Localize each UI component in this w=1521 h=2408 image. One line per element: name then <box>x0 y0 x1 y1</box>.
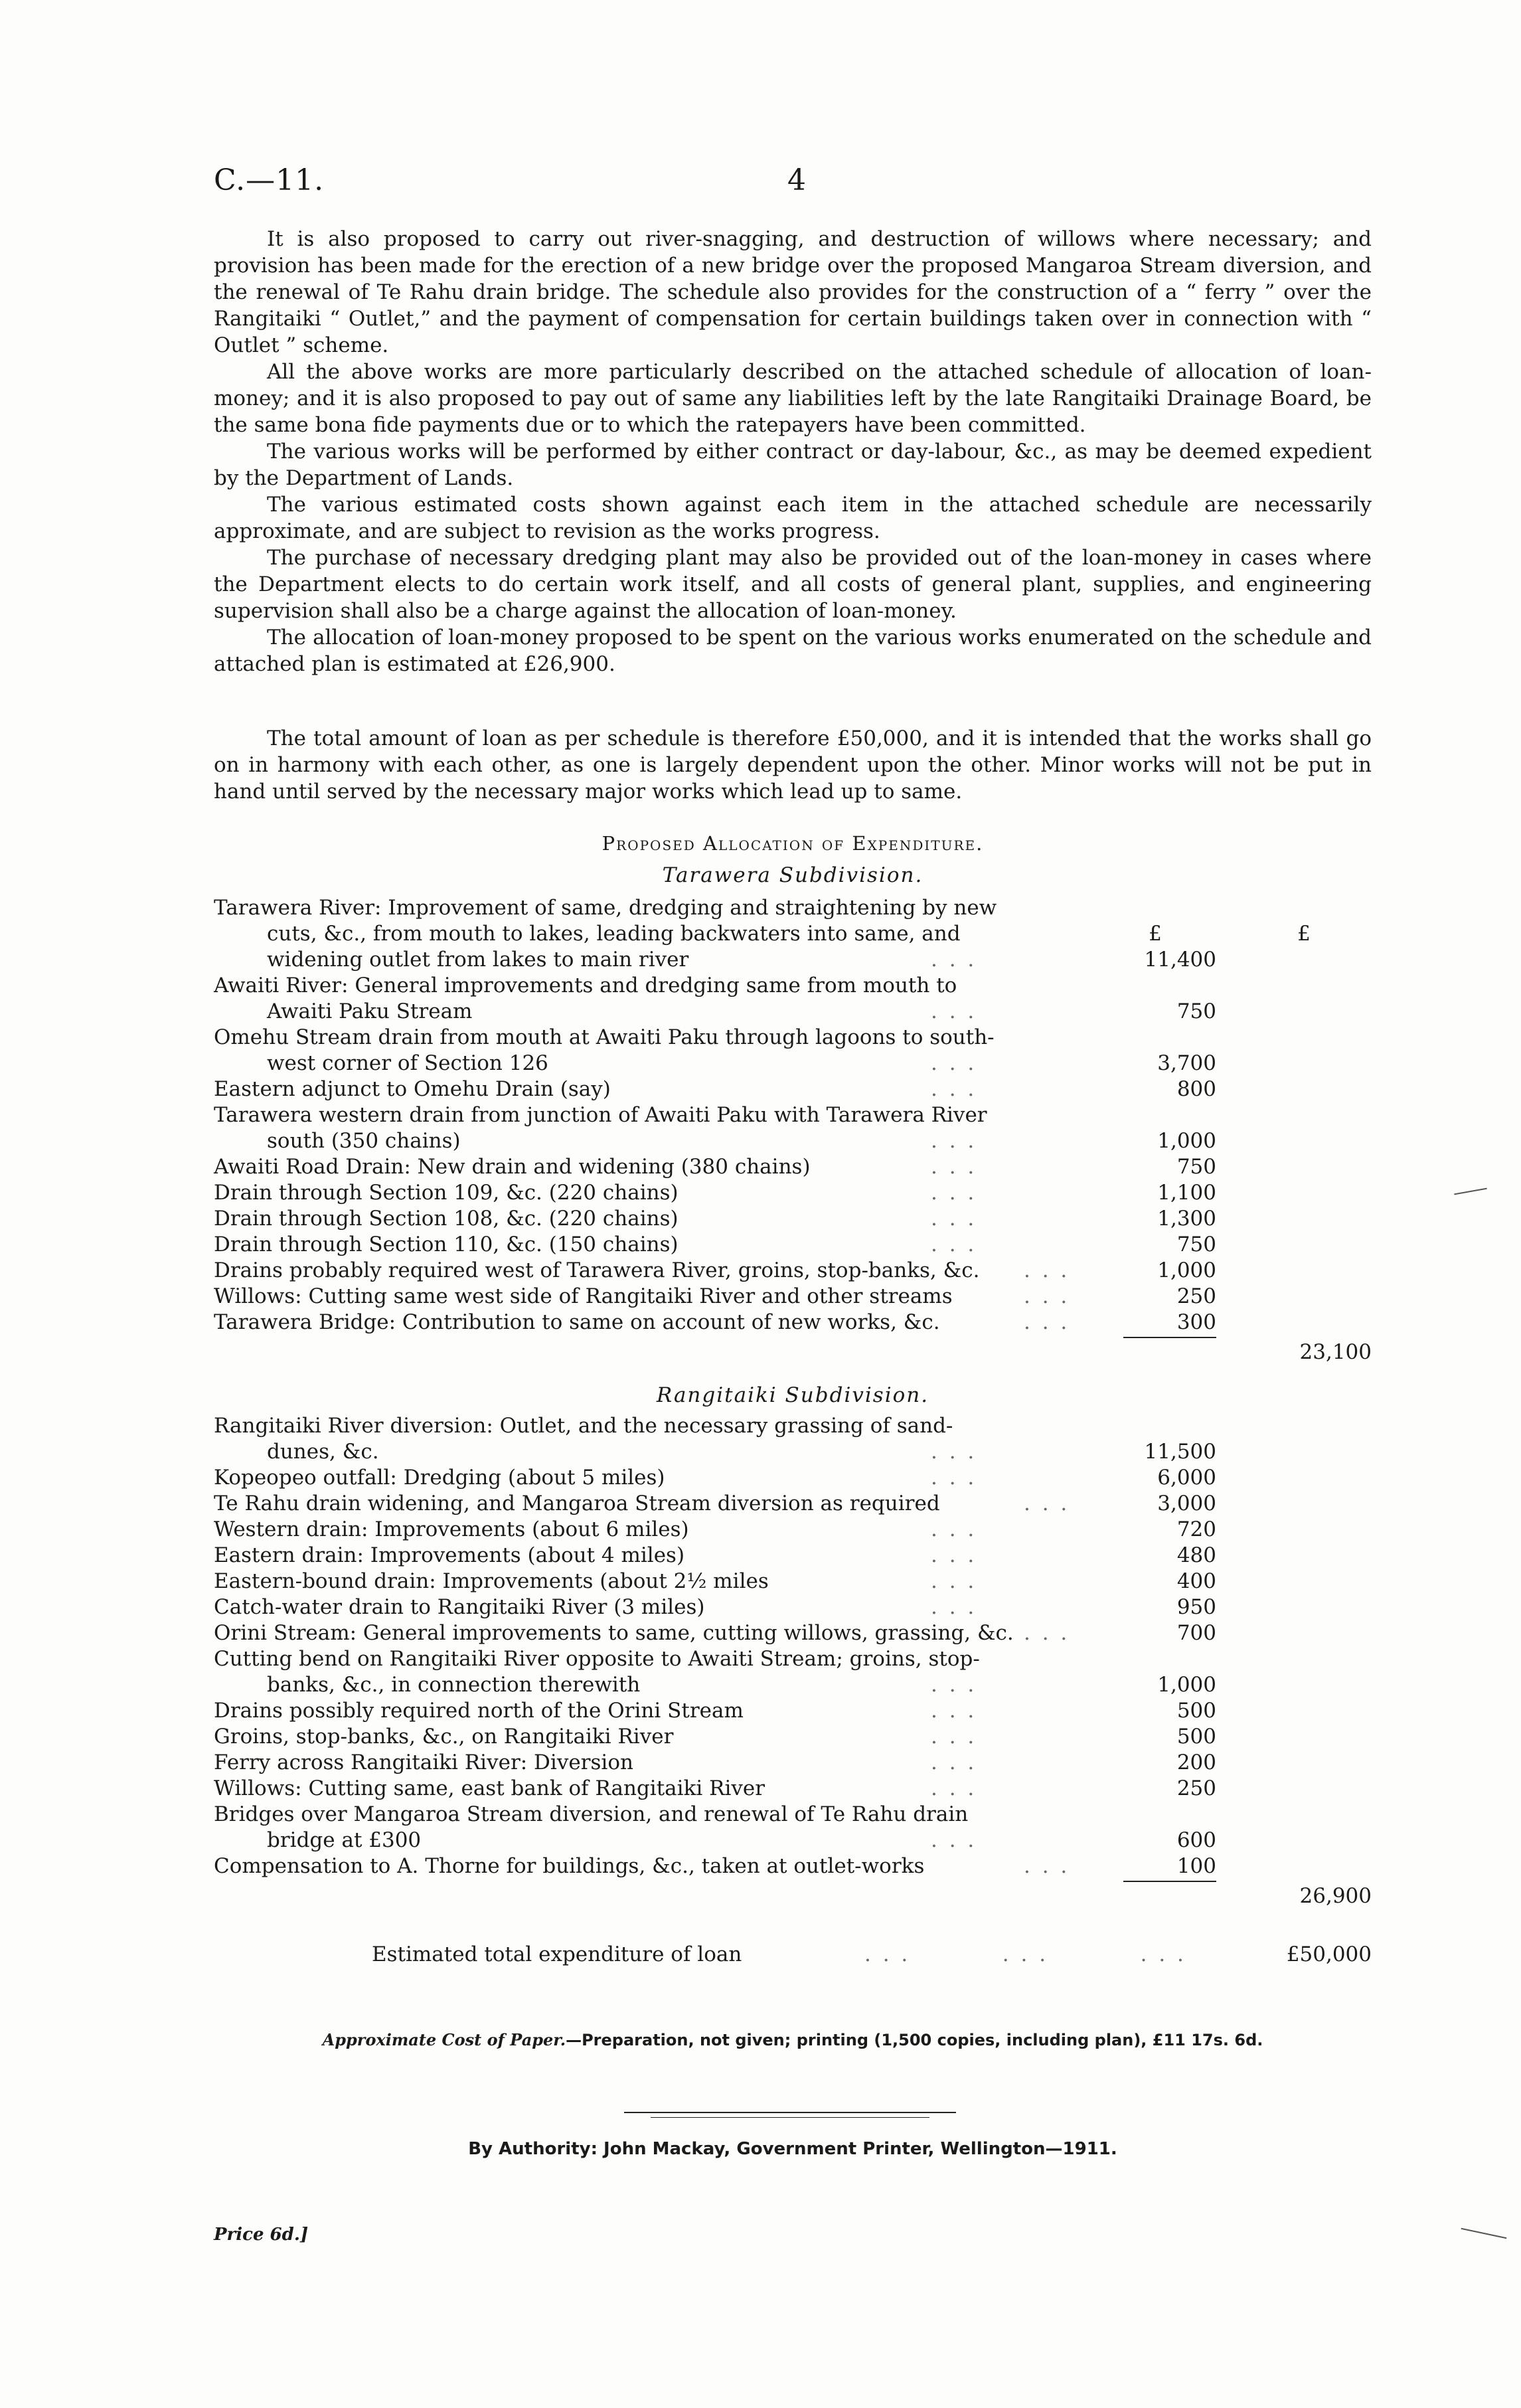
table-row <box>214 1310 1372 1335</box>
leader-dots: . . . <box>1024 1258 1070 1282</box>
item-amount: 300 <box>1176 1310 1216 1334</box>
item-amount: 200 <box>1176 1751 1216 1774</box>
leader-dots: . . . . . . . . . <box>864 1942 1186 1966</box>
item-amount: 750 <box>1176 1233 1216 1256</box>
table-row <box>214 999 1372 1025</box>
item-description: Te Rahu drain widening, and Mangaroa Stream diversion as required <box>214 1492 940 1515</box>
item-amount: 600 <box>1176 1828 1216 1852</box>
grand-total-label: Estimated total expenditure of loan <box>372 1942 742 1966</box>
table-row <box>214 1724 1372 1750</box>
leader-dots: . . . <box>931 1673 977 1697</box>
item-description: Catch-water drain to Rangitaiki River (3 miles) <box>214 1595 705 1619</box>
table-row <box>214 1543 1372 1569</box>
item-description: Drains possibly required north of the Orini Stream <box>214 1699 744 1723</box>
item-description: Drain through Section 110, &c. (150 chains) <box>214 1233 679 1256</box>
item-description: Willows: Cutting same west side of Rangitaiki River and other streams <box>214 1284 953 1308</box>
leader-dots: . . . <box>931 1569 977 1593</box>
grand-total-amount: £50,000 <box>1286 1942 1372 1966</box>
leader-dots: . . . <box>931 948 977 972</box>
subdivision-total: 26,900 <box>1299 1884 1372 1908</box>
item-amount: 700 <box>1176 1621 1216 1645</box>
item-description: Ferry across Rangitaiki River: Diversion <box>214 1751 633 1774</box>
table-row <box>214 1206 1372 1232</box>
table-row <box>214 1853 1372 1879</box>
table-row <box>214 1413 1372 1439</box>
divider <box>651 2117 929 2118</box>
table-row <box>214 1439 1372 1465</box>
item-description: Rangitaiki River diversion: Outlet, and the necessary grassing of sand- <box>214 1414 953 1438</box>
leader-dots: . . . <box>931 999 977 1023</box>
table-row <box>214 1154 1372 1180</box>
total-loan-paragraph <box>214 725 1372 805</box>
item-description: Omehu Stream drain from mouth at Awaiti Paku through lagoons to south- <box>214 1025 995 1049</box>
leader-dots: . . . <box>931 1233 977 1256</box>
item-description: west corner of Section 126 <box>267 1051 548 1075</box>
item-amount: 1,100 <box>1157 1181 1216 1205</box>
item-amount: 720 <box>1176 1517 1216 1541</box>
printer-authority: By Authority: John Mackay, Government Printer, Wellington—1911. <box>468 2139 1117 2159</box>
leader-dots: . . . <box>931 1595 977 1619</box>
scan-mark <box>1461 2228 1507 2239</box>
table-row <box>214 1128 1372 1154</box>
table-row <box>214 973 1372 999</box>
table-row <box>214 1620 1372 1646</box>
item-description: dunes, &c. <box>267 1440 379 1464</box>
item-description: Tarawera Bridge: Contribution to same on account of new works, &c. <box>214 1310 940 1334</box>
item-description: Drain through Section 108, &c. (220 chains) <box>214 1207 679 1231</box>
subdivision-total: 23,100 <box>1299 1340 1372 1364</box>
table-row <box>214 1491 1372 1517</box>
item-description: Cutting bend on Rangitaiki River opposite to Awaiti Stream; groins, stop- <box>214 1647 980 1671</box>
leader-dots: . . . <box>1024 1854 1070 1878</box>
currency-symbol: £ <box>1149 922 1162 946</box>
paragraph: The total amount of loan as per schedule is therefore £50,000, and it is intended that the works shall go on in harmony with each other, as one is largely dependent upon the other. Minor works will not be put in hand until served by the necessary major works which lead up to same. <box>214 727 1372 804</box>
rangitaiki-subdivision-heading: Rangitaiki Subdivision. <box>656 1383 929 1407</box>
scan-mark <box>1454 1188 1487 1195</box>
leader-dots: . . . <box>931 1699 977 1723</box>
leader-dots: . . . <box>931 1051 977 1075</box>
currency-symbol: £ <box>1297 922 1311 946</box>
item-amount: 800 <box>1176 1077 1216 1101</box>
leader-dots: . . . <box>1024 1621 1070 1645</box>
item-amount: 950 <box>1176 1595 1216 1619</box>
item-description: Awaiti River: General improvements and dredging same from mouth to <box>214 974 957 997</box>
table-row <box>214 1698 1372 1724</box>
item-amount: 750 <box>1176 999 1216 1023</box>
subtotal-row <box>214 1339 1372 1365</box>
intro-text <box>214 226 1372 677</box>
cost-of-paper-text: —Preparation, not given; printing (1,500 copies, including plan), £11 17s. 6d. <box>566 2031 1263 2049</box>
item-amount: 250 <box>1176 1284 1216 1308</box>
paragraph: It is also proposed to carry out river-snagging, and destruction of willows where necessary; and provision has been made for the erection of a new bridge over the proposed Mangaroa Stream diversion, and the renewal of Te Rahu drain bridge. The schedule also provides for the construction of a “ ferry ” over the Rangitaiki “ Outlet,” and the payment of compensation for certain buildings taken over in connection with “ Outlet ” scheme. <box>214 227 1372 357</box>
leader-dots: . . . <box>931 1440 977 1464</box>
item-description: bridge at £300 <box>267 1828 422 1852</box>
item-description: Kopeopeo outfall: Dredging (about 5 miles) <box>214 1466 665 1490</box>
item-description: banks, &c., in connection therewith <box>267 1673 641 1697</box>
leader-dots: . . . <box>931 1828 977 1852</box>
table-row <box>214 921 1372 947</box>
leader-dots: . . . <box>931 1466 977 1490</box>
paragraph: The purchase of necessary dredging plant may also be provided out of the loan-money in cases where the Department elects to do certain work itself, and all costs of general plant, supplies, and engineering supervision shall also be a charge against the allocation of loan-money. <box>214 546 1372 623</box>
item-amount: 11,400 <box>1144 948 1216 972</box>
leader-dots: . . . <box>1024 1310 1070 1334</box>
price: Price 6d.] <box>214 2225 309 2245</box>
item-description: Eastern-bound drain: Improvements (about 2½ miles <box>214 1569 769 1593</box>
item-description: Orini Stream: General improvements to same, cutting willows, grassing, &c. <box>214 1621 1014 1645</box>
table-row <box>214 1646 1372 1672</box>
leader-dots: . . . <box>1024 1284 1070 1308</box>
item-description: Groins, stop-banks, &c., on Rangitaiki River <box>214 1725 674 1749</box>
table-row <box>214 1232 1372 1258</box>
table-row <box>214 1672 1372 1698</box>
leader-dots: . . . <box>1024 1492 1070 1515</box>
paragraph: The allocation of loan-money proposed to be spent on the various works enumerated on the schedule and attached plan is estimated at £26,900. <box>214 626 1372 676</box>
table-row <box>214 1180 1372 1206</box>
leader-dots: . . . <box>931 1155 977 1179</box>
item-description: Western drain: Improvements (about 6 miles) <box>214 1517 689 1541</box>
rangitaiki-allocation-table <box>214 1413 1372 1909</box>
table-row <box>214 1102 1372 1128</box>
item-amount: 250 <box>1176 1776 1216 1800</box>
subtotal-row <box>214 1883 1372 1909</box>
cost-of-paper-label: Approximate Cost of Paper. <box>322 2030 566 2049</box>
item-amount: 400 <box>1176 1569 1216 1593</box>
table-row <box>214 1594 1372 1620</box>
leader-dots: . . . <box>931 1517 977 1541</box>
table-row <box>214 1025 1372 1051</box>
item-description: Eastern adjunct to Omehu Drain (say) <box>214 1077 611 1101</box>
item-amount: 1,000 <box>1157 1673 1216 1697</box>
item-description: Tarawera River: Improvement of same, dredging and straightening by new <box>214 896 997 920</box>
paragraph: The various works will be performed by either contract or day-labour, &c., as may be deemed expedient by the Department of Lands. <box>214 440 1372 490</box>
paragraph: The various estimated costs shown against each item in the attached schedule are necessarily approximate, and are subject to revision as the works progress. <box>214 493 1372 543</box>
item-description: Drains probably required west of Tarawera River, groins, stop-banks, &c. <box>214 1258 980 1282</box>
table-row <box>214 895 1372 921</box>
divider <box>624 2112 956 2113</box>
item-amount: 11,500 <box>1144 1440 1216 1464</box>
table-row <box>214 1465 1372 1491</box>
leader-dots: . . . <box>931 1543 977 1567</box>
item-description: Drain through Section 109, &c. (220 chains) <box>214 1181 679 1205</box>
item-description: widening outlet from lakes to main river <box>267 948 689 972</box>
leader-dots: . . . <box>931 1776 977 1800</box>
table-row <box>214 1750 1372 1776</box>
leader-dots: . . . <box>931 1181 977 1205</box>
grand-total-row <box>214 1942 1372 1968</box>
item-description: cuts, &c., from mouth to lakes, leading backwaters into same, and <box>267 922 961 946</box>
leader-dots: . . . <box>931 1207 977 1231</box>
allocation-heading: Proposed Allocation of Expenditure. <box>601 832 984 855</box>
subtotal-rule <box>1123 1881 1216 1882</box>
leader-dots: . . . <box>931 1077 977 1101</box>
table-row <box>214 1051 1372 1076</box>
item-amount: 750 <box>1176 1155 1216 1179</box>
item-amount: 1,000 <box>1157 1258 1216 1282</box>
table-row <box>214 1776 1372 1802</box>
tarawera-allocation-table <box>214 895 1372 1365</box>
item-description: south (350 chains) <box>267 1129 461 1153</box>
item-description: Tarawera western drain from junction of Awaiti Paku with Tarawera River <box>214 1103 987 1127</box>
item-description: Eastern drain: Improvements (about 4 miles) <box>214 1543 685 1567</box>
item-description: Awaiti Paku Stream <box>267 999 473 1023</box>
report-reference: C.—11. <box>214 163 325 197</box>
table-row <box>214 1802 1372 1828</box>
table-row <box>214 947 1372 973</box>
item-amount: 100 <box>1176 1854 1216 1878</box>
page-number: 4 <box>787 163 806 197</box>
item-description: Compensation to A. Thorne for buildings, &c., taken at outlet-works <box>214 1854 925 1878</box>
item-description: Awaiti Road Drain: New drain and widening (380 chains) <box>214 1155 811 1179</box>
table-row <box>214 1284 1372 1310</box>
subtotal-rule <box>1123 1337 1216 1338</box>
table-row <box>214 1517 1372 1543</box>
item-amount: 500 <box>1176 1699 1216 1723</box>
table-row <box>214 1076 1372 1102</box>
cost-of-paper-note <box>214 2030 1372 2049</box>
table-row <box>214 1569 1372 1594</box>
item-amount: 500 <box>1176 1725 1216 1749</box>
leader-dots: . . . <box>931 1129 977 1153</box>
tarawera-subdivision-heading: Tarawera Subdivision. <box>662 863 923 887</box>
table-row <box>214 1828 1372 1853</box>
item-amount: 1,300 <box>1157 1207 1216 1231</box>
item-amount: 3,000 <box>1157 1492 1216 1515</box>
table-row <box>214 1258 1372 1284</box>
item-amount: 3,700 <box>1157 1051 1216 1075</box>
paragraph: All the above works are more particularly described on the attached schedule of allocation of loan-money; and it is also proposed to pay out of same any liabilities left by the late Rangitaiki Drainage Board, be the same bona fide payments due or to which the ratepayers have been committed. <box>214 360 1372 437</box>
leader-dots: . . . <box>931 1751 977 1774</box>
item-amount: 480 <box>1176 1543 1216 1567</box>
item-description: Willows: Cutting same, east bank of Rangitaiki River <box>214 1776 765 1800</box>
item-amount: 6,000 <box>1157 1466 1216 1490</box>
item-description: Bridges over Mangaroa Stream diversion, and renewal of Te Rahu drain <box>214 1802 969 1826</box>
leader-dots: . . . <box>931 1725 977 1749</box>
item-amount: 1,000 <box>1157 1129 1216 1153</box>
